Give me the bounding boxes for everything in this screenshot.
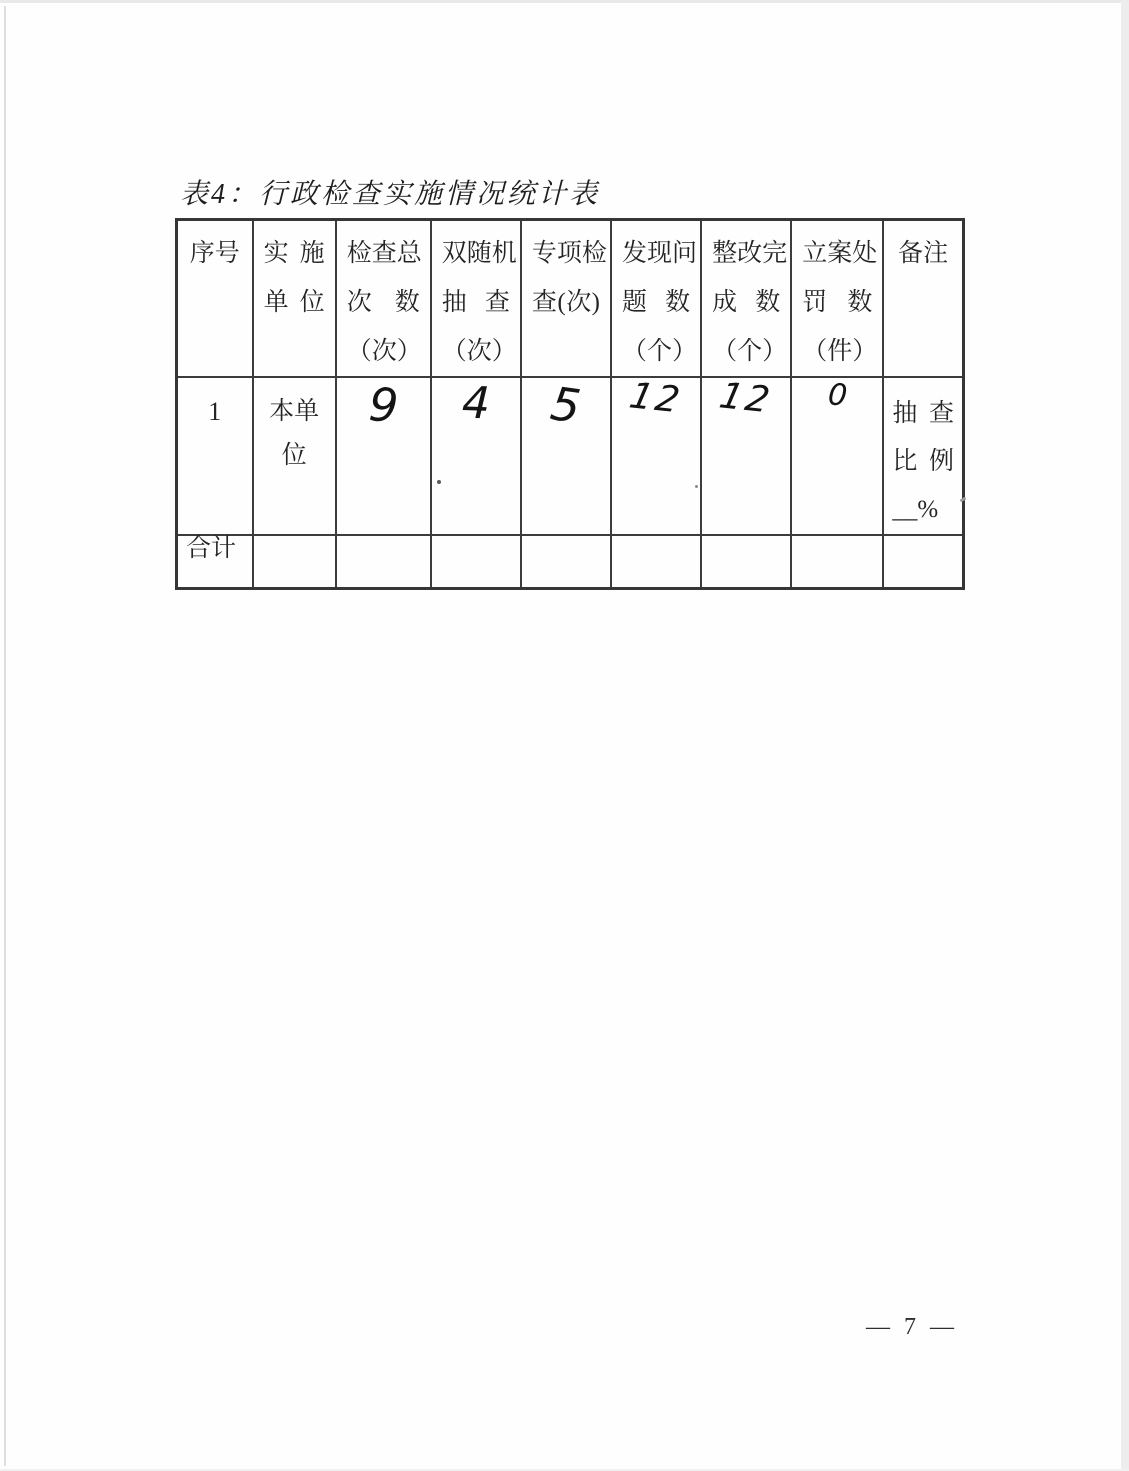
header-special-inspections [521, 220, 611, 378]
scan-speck [695, 485, 698, 488]
cell-special-inspections [521, 377, 611, 535]
cell-total-unit-empty [253, 535, 336, 588]
remark-line1: 抽 查 [892, 400, 954, 427]
cell-total-problems-empty [611, 535, 701, 588]
handwritten-problems-found: 12 [626, 375, 687, 422]
header-unit-line1: 实 施 [263, 240, 325, 267]
scan-speck [437, 480, 441, 484]
total-label: 合计 [186, 535, 237, 562]
unit-line1: 本单 [269, 398, 320, 425]
cell-total-special-empty [521, 535, 611, 588]
header-total-line1: 检查总 [346, 240, 422, 267]
header-remarks-label: 备注 [898, 240, 949, 267]
handwritten-special-inspections: 5 [547, 376, 585, 434]
header-penalty-line1: 立案处 [802, 240, 878, 267]
table-row [177, 377, 964, 535]
header-special-line2: 查(次) [531, 289, 601, 316]
header-rectified-line1: 整改完 [712, 240, 788, 267]
cell-remarks [883, 377, 963, 535]
header-total-line2: 次 数 [346, 289, 420, 316]
header-penalty-cases [791, 220, 883, 378]
cell-serial [177, 377, 253, 535]
header-remarks [883, 220, 963, 378]
cell-total-inspections [336, 377, 431, 535]
cell-total-label [177, 535, 253, 588]
header-total-inspections [336, 220, 431, 378]
header-problems-found [611, 220, 701, 378]
header-problems-line2: 题 数 [622, 289, 691, 316]
scan-edge-top [0, 0, 1129, 3]
header-rectified-line2: 成 数 [712, 289, 781, 316]
header-rectified-line3: （个） [712, 338, 788, 365]
header-special-line1: 专项检 [531, 240, 607, 267]
header-penalty-line3: （件） [802, 338, 878, 365]
header-random-line3: （次） [441, 338, 517, 365]
scan-edge-right [1121, 0, 1129, 1471]
header-unit-line2: 单 位 [263, 289, 325, 316]
cell-problems-found [611, 377, 701, 535]
table-total-row [177, 535, 964, 588]
cell-unit [253, 377, 336, 535]
inspection-stats-table [175, 218, 965, 590]
serial-number: 1 [208, 397, 222, 426]
header-penalty-line2: 罚 数 [802, 289, 873, 316]
remark-line3: __% [892, 496, 939, 523]
header-double-random [431, 220, 521, 378]
page-number: — 7 — [866, 1314, 958, 1340]
remark-line2: 比 例 [892, 448, 954, 475]
unit-line2: 位 [281, 442, 307, 469]
table-header-row [177, 220, 964, 378]
cell-total-penalty-empty [791, 535, 883, 588]
handwritten-rectifications: 12 [716, 375, 777, 422]
header-total-line3: （次） [346, 338, 422, 365]
header-rectifications [701, 220, 791, 378]
header-unit [253, 220, 336, 378]
cell-rectifications [701, 377, 791, 535]
cell-total-inspections-empty [336, 535, 431, 588]
header-random-line2: 抽 查 [441, 289, 510, 316]
cell-total-rectified-empty [701, 535, 791, 588]
cell-penalty-cases [791, 377, 883, 535]
header-problems-line3: （个） [622, 338, 698, 365]
handwritten-double-random: 4 [460, 377, 491, 430]
header-problems-line1: 发现问 [622, 240, 698, 267]
header-serial [177, 220, 253, 378]
handwritten-total-inspections: 9 [366, 377, 400, 433]
cell-total-remarks-empty [883, 535, 963, 588]
handwritten-penalty-cases: 0 [826, 377, 849, 414]
cell-double-random [431, 377, 521, 535]
header-random-line1: 双随机 [441, 240, 517, 267]
cell-total-random-empty [431, 535, 521, 588]
table-title: 表4：行政检查实施情况统计表 [180, 179, 601, 210]
header-serial-label: 序号 [189, 240, 240, 267]
scan-edge-left [4, 6, 6, 1466]
